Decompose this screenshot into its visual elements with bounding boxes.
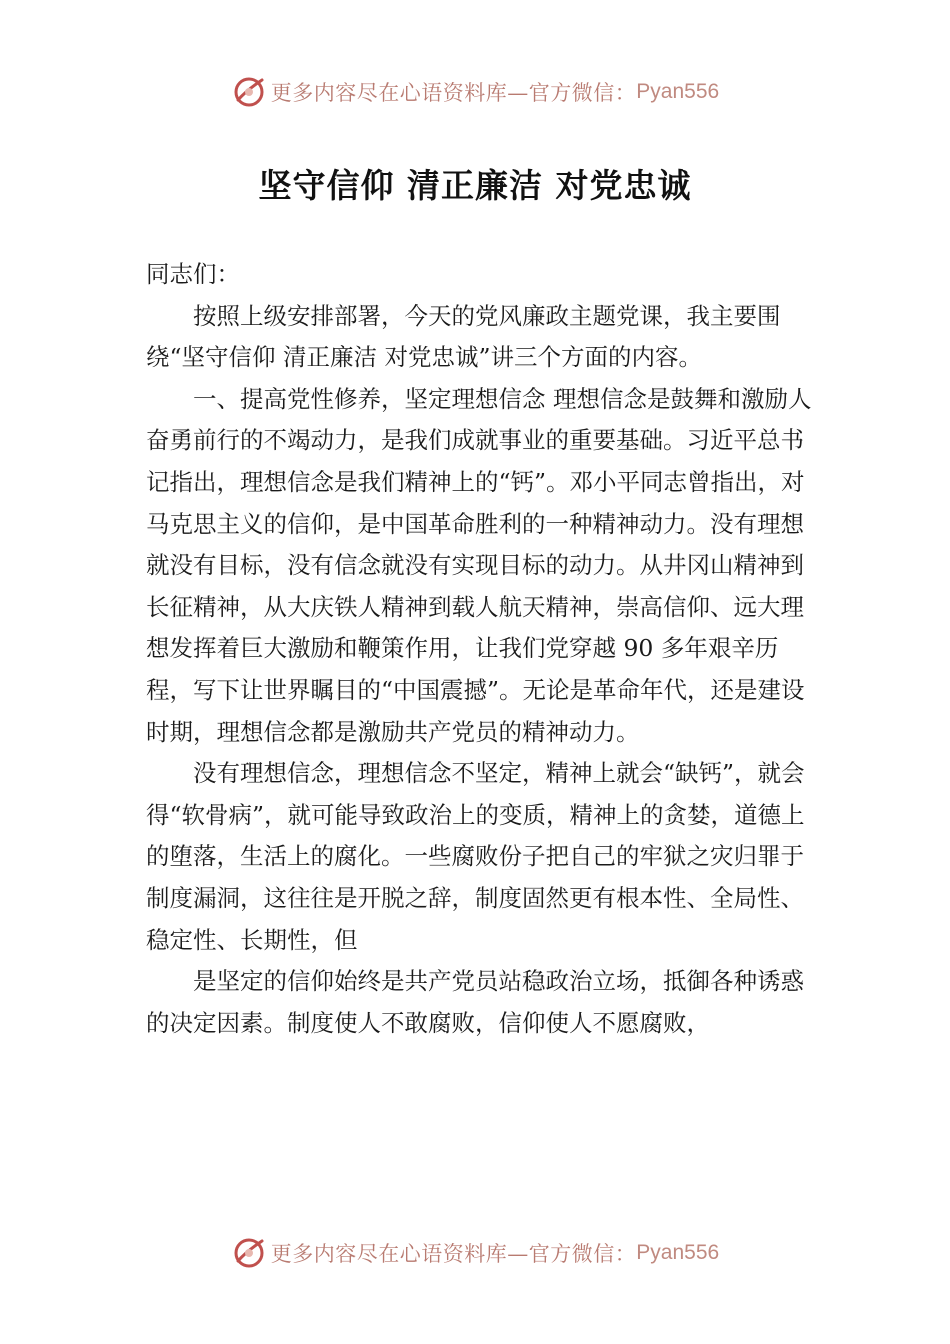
footer-watermark (0, 1233, 950, 1273)
paragraph: 一、提高党性修养，坚定理想信念 理想信念是鼓舞和激励人奋勇前行的不竭动力，是我们成就事业的重要基础。习近平总书记指出，理想信念是我们精神上的“钙”。邓小平同志曾指出，对马克思主义的信仰，是中国革命胜利的一种精神动力。没有理想就没有目标，没有信念就没有实现目标的动力。从井冈山精神到长征精神，从大庆铁人精神到载人航天精神，崇高信仰、远大理想发挥着巨大激励和鞭策作用，让我们党穿越 90 多年艰辛历程，写下让世界瞩目的“中国震撼”。无论是革命年代，还是建设时期，理想信念都是激励共产党员的精神动力。 (146, 384, 812, 746)
watermark-text: 更多内容尽在心语资料库—官方微信： (270, 1242, 637, 1266)
paragraph: 没有理想信念，理想信念不坚定，精神上就会“缺钙”，就会得“软骨病”，就可能导致政治上的变质，精神上的贪婪，道德上的堕落，生活上的腐化。一些腐败份子把自己的牢狱之灾归罪于制度漏洞，这往往是开脱之辞，制度固然更有根本性、全局性、稳定性、长期性，但 (146, 759, 805, 954)
watermark-wechat-id: Pyan556 (636, 80, 720, 103)
document-body (146, 254, 822, 1044)
brand-logo-icon (231, 74, 267, 110)
paragraph: 按照上级安排部署，今天的党风廉政主题党课，我主要围绕“坚守信仰 清正廉洁 对党忠诚”讲三个方面的内容。 (146, 301, 781, 372)
brand-logo-icon (231, 1235, 267, 1271)
salutation: 同志们： (146, 260, 240, 288)
paragraph: 是坚定的信仰始终是共产党员站稳政治立场，抵御各种诱惑的决定因素。制度使人不敢腐败，信仰使人不愿腐败， (146, 967, 804, 1037)
header-watermark (0, 72, 950, 112)
watermark-text: 更多内容尽在心语资料库—官方微信： (270, 81, 637, 105)
document-title: 坚守信仰 清正廉洁 对党忠诚 (258, 166, 692, 205)
watermark-wechat-id: Pyan556 (636, 1241, 720, 1264)
